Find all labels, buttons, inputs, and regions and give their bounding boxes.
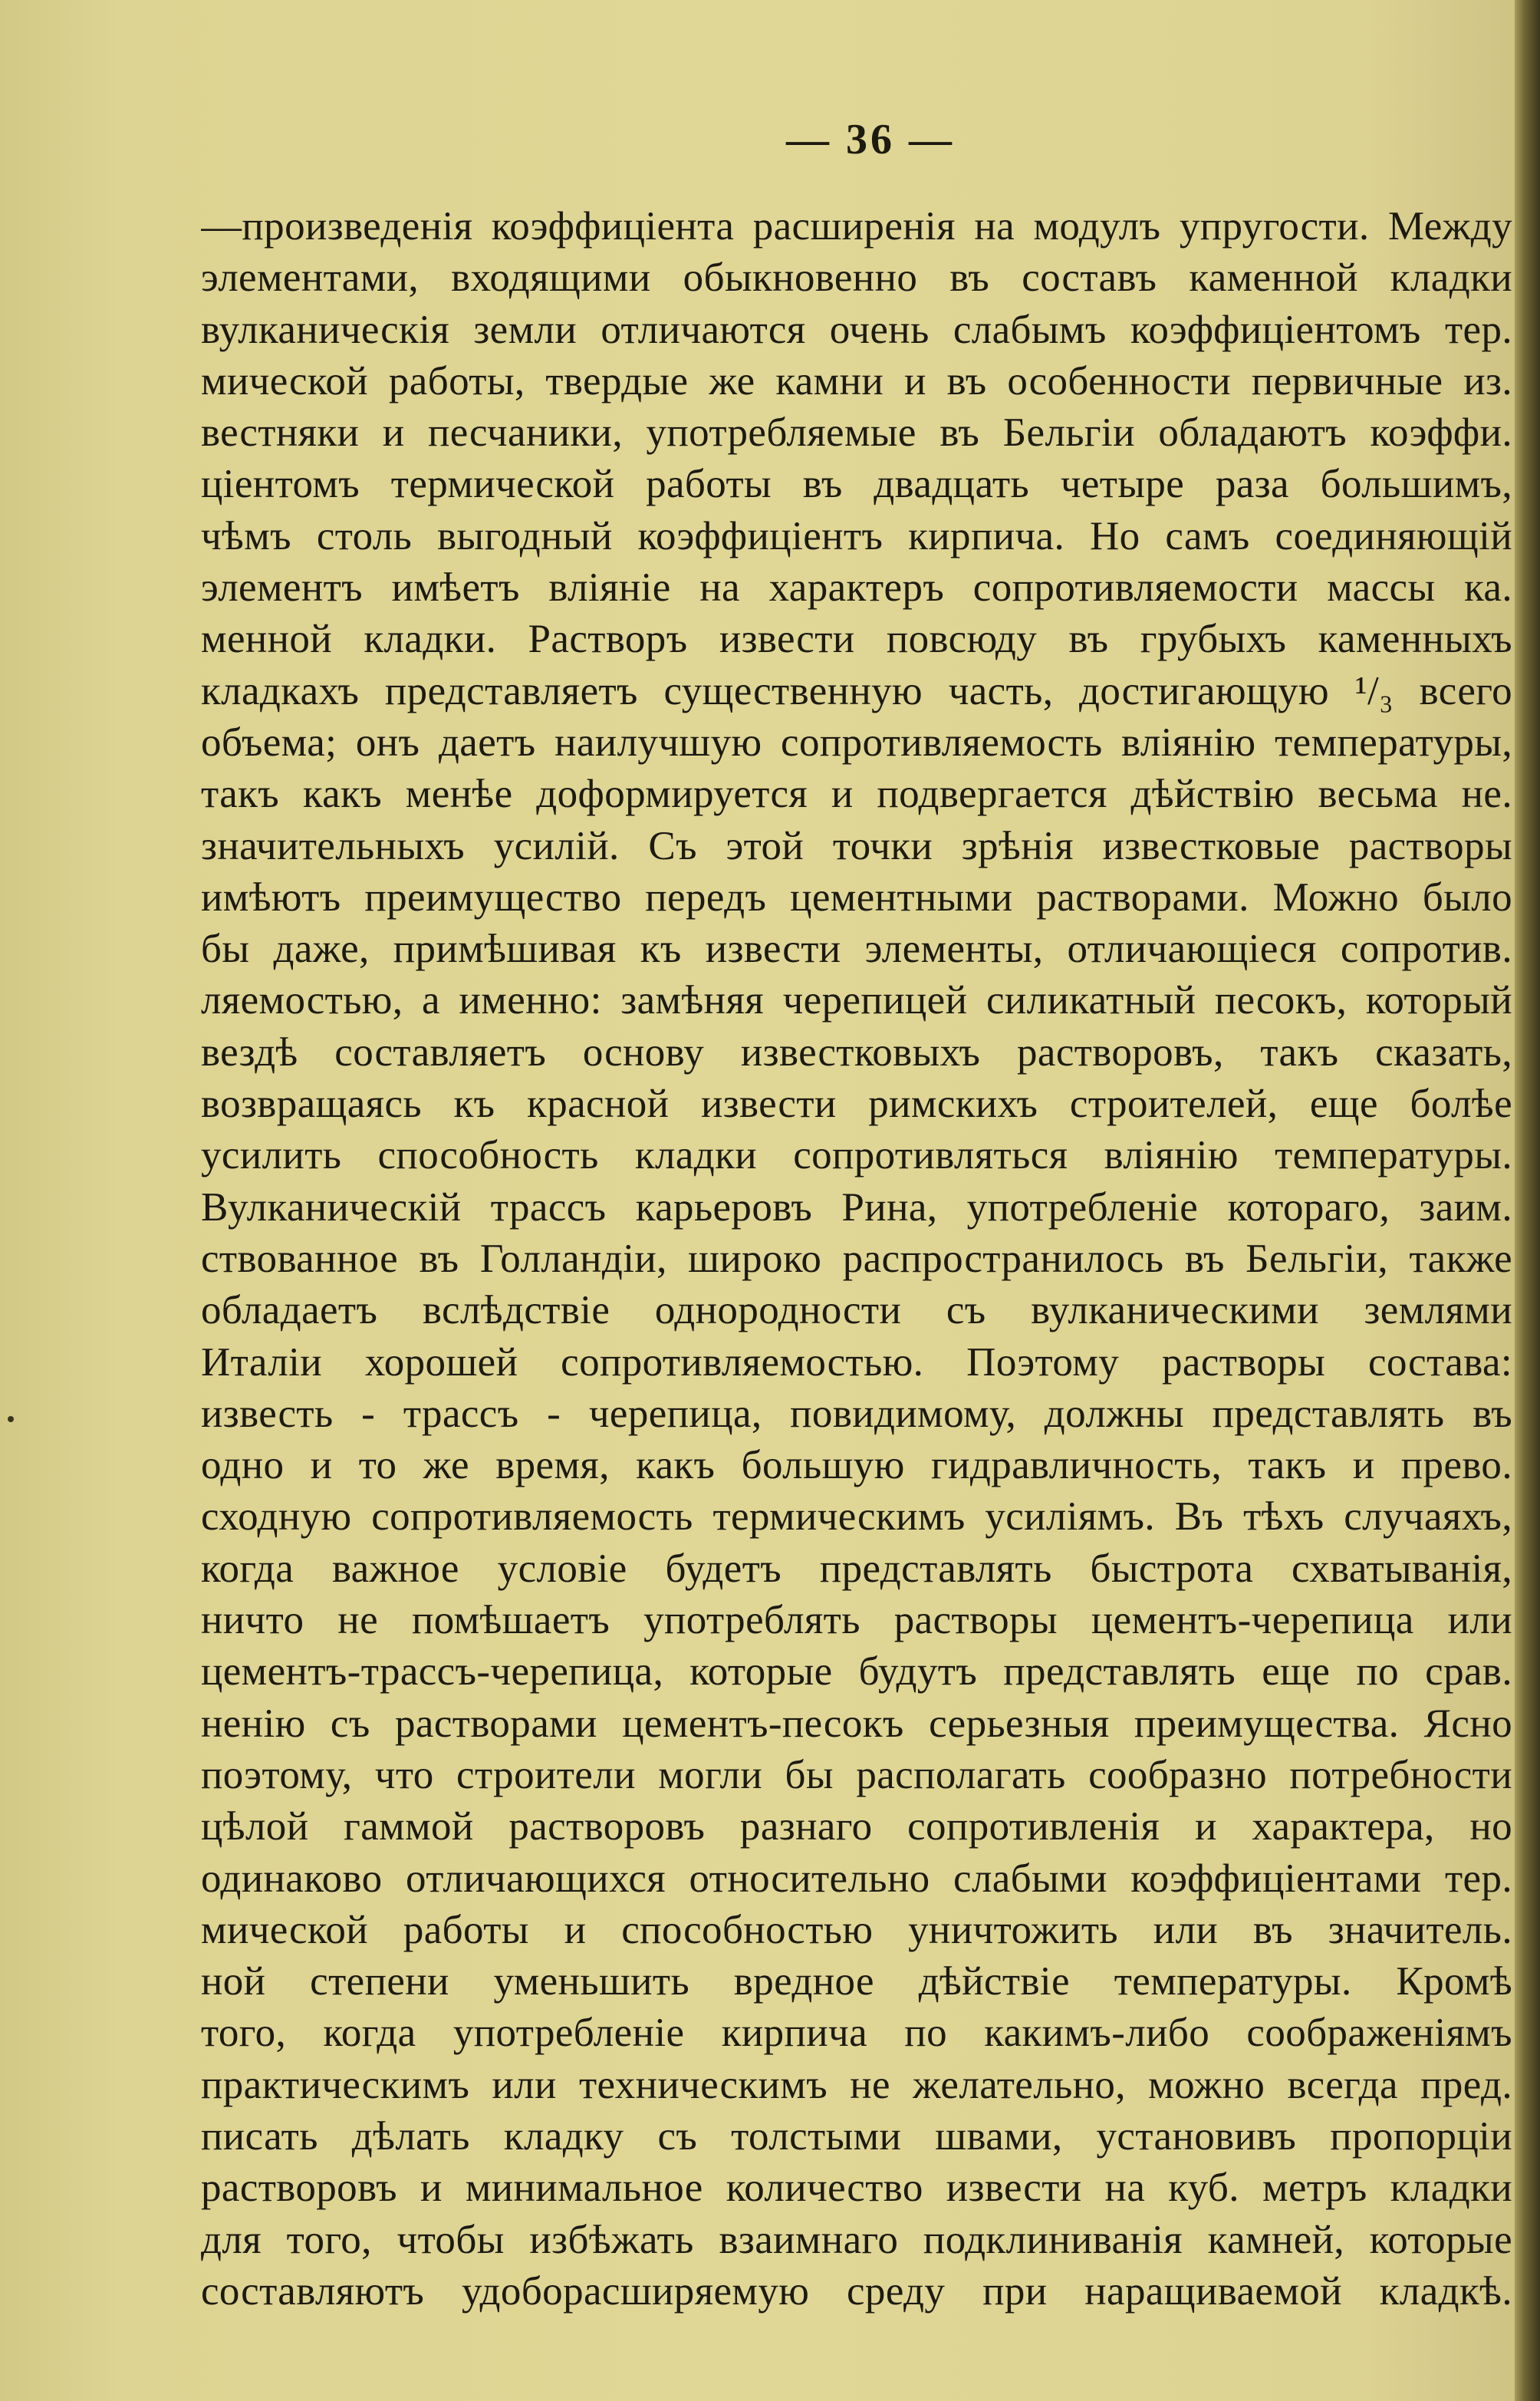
text-line: объема; онъ даетъ наилучшую сопротивляемость вліянію температуры,	[201, 720, 1512, 765]
margin-mark	[8, 1416, 14, 1422]
text-line: Вулканическій трассъ карьеровъ Рина, употребленіе котораго, заим.	[201, 1184, 1512, 1230]
text-line: вулканическія земли отличаются очень слабымъ коэффиціентомъ тер.	[201, 307, 1512, 352]
text-line: цементъ-трассъ-черепица, которые будутъ представлять еще по срав.	[201, 1649, 1512, 1695]
text-line: значительныхъ усилій. Съ этой точки зрѣнія известковые растворы	[201, 823, 1512, 868]
body-text	[201, 201, 1512, 2317]
page-number: — 36 —	[786, 116, 955, 163]
text-line: сходную сопротивляемость термическимъ усиліямъ. Въ тѣхъ случаяхъ,	[201, 1494, 1512, 1540]
text-line: бы даже, примѣшивая къ извести элементы, отличающіеся сопротив.	[201, 927, 1512, 972]
text-line: менной кладки. Растворъ извести повсюду въ грубыхъ каменныхъ	[201, 617, 1512, 662]
text-line: ціентомъ термической работы въ двадцать четыре раза большимъ,	[201, 462, 1512, 507]
text-line: усилить способность кладки сопротивляться вліянію температуры.	[201, 1133, 1512, 1178]
text-line: Италіи хорошей сопротивляемостью. Поэтому растворы состава:	[201, 1339, 1512, 1385]
text-line: поэтому, что строители могли бы располагать сообразно потребности	[201, 1752, 1512, 1797]
text-line: ничто не помѣшаетъ употреблять растворы цементъ-черепица или	[201, 1598, 1512, 1643]
text-line: вестняки и песчаники, употребляемые въ Бельгіи обладаютъ коэффи.	[201, 410, 1512, 456]
text-line: известь - трассъ - черепица, повидимому, должны представлять въ	[201, 1391, 1512, 1436]
text-line: цѣлой гаммой растворовъ разнаго сопротивленія и характера, но	[201, 1804, 1512, 1849]
text-line: одинаково отличающихся относительно слабыми коэффиціентами тер.	[201, 1856, 1512, 1901]
text-line: кладкахъ представляетъ существенную часть, достигающую ¹/₃ всего	[201, 668, 1512, 713]
text-line: когда важное условіе будетъ представлять быстрота схватыванія,	[201, 1546, 1512, 1591]
text-line: имѣютъ преимущество передъ цементными растворами. Можно было	[201, 874, 1512, 920]
text-line: вездѣ составляетъ основу известковыхъ растворовъ, такъ сказать,	[201, 1029, 1512, 1075]
text-line: обладаетъ вслѣдствіе однородности съ вулканическими землями	[201, 1288, 1512, 1333]
text-line: возвращаясь къ красной извести римскихъ строителей, еще болѣе	[201, 1082, 1512, 1127]
text-line: ной степени уменьшить вредное дѣйствіе температуры. Кромѣ	[201, 1959, 1512, 2004]
text-line: мической работы, твердые же камни и въ особенности первичные из.	[201, 358, 1512, 403]
text-line: элементъ имѣетъ вліяніе на характеръ сопротивляемости массы ка.	[201, 565, 1512, 611]
text-line: чѣмъ столь выгодный коэффиціентъ кирпича. Но самъ соединяющій	[201, 513, 1512, 558]
text-line: ненію съ растворами цементъ-песокъ серьезныя преимущества. Ясно	[201, 1701, 1512, 1746]
text-line: ляемостью, а именно: замѣняя черепицей силикатный песокъ, который	[201, 978, 1512, 1023]
text-line: растворовъ и минимальное количество извести на куб. метръ кладки	[201, 2166, 1512, 2211]
text-line: элементами, входящими обыкновенно въ составъ каменной кладки	[201, 255, 1512, 301]
text-line: —произведенія коэффиціента расширенія на модулъ упругости. Между	[201, 204, 1512, 249]
text-line: писать дѣлать кладку съ толстыми швами, установивъ пропорціи	[201, 2113, 1512, 2159]
text-line: мической работы и способностью уничтожить или въ значитель.	[201, 1907, 1512, 1952]
text-line: одно и то же время, какъ большую гидравличность, такъ и прево.	[201, 1443, 1512, 1488]
text-line: ствованное въ Голландіи, широко распространилось въ Бельгіи, также	[201, 1236, 1512, 1281]
book-spine-shadow	[1515, 0, 1540, 2401]
text-line: для того, чтобы избѣжать взаимнаго подклиниванія камней, которые	[201, 2217, 1512, 2262]
text-line: такъ какъ менѣе доформируется и подвергается дѣйствію весьма не.	[201, 772, 1512, 817]
text-line: составляютъ удоборасширяемую среду при наращиваемой кладкѣ.	[201, 2268, 1512, 2314]
text-line: практическимъ или техническимъ не желательно, можно всегда пред.	[201, 2062, 1512, 2107]
text-line: того, когда употребленіе кирпича по какимъ-либо соображеніямъ	[201, 2011, 1512, 2056]
